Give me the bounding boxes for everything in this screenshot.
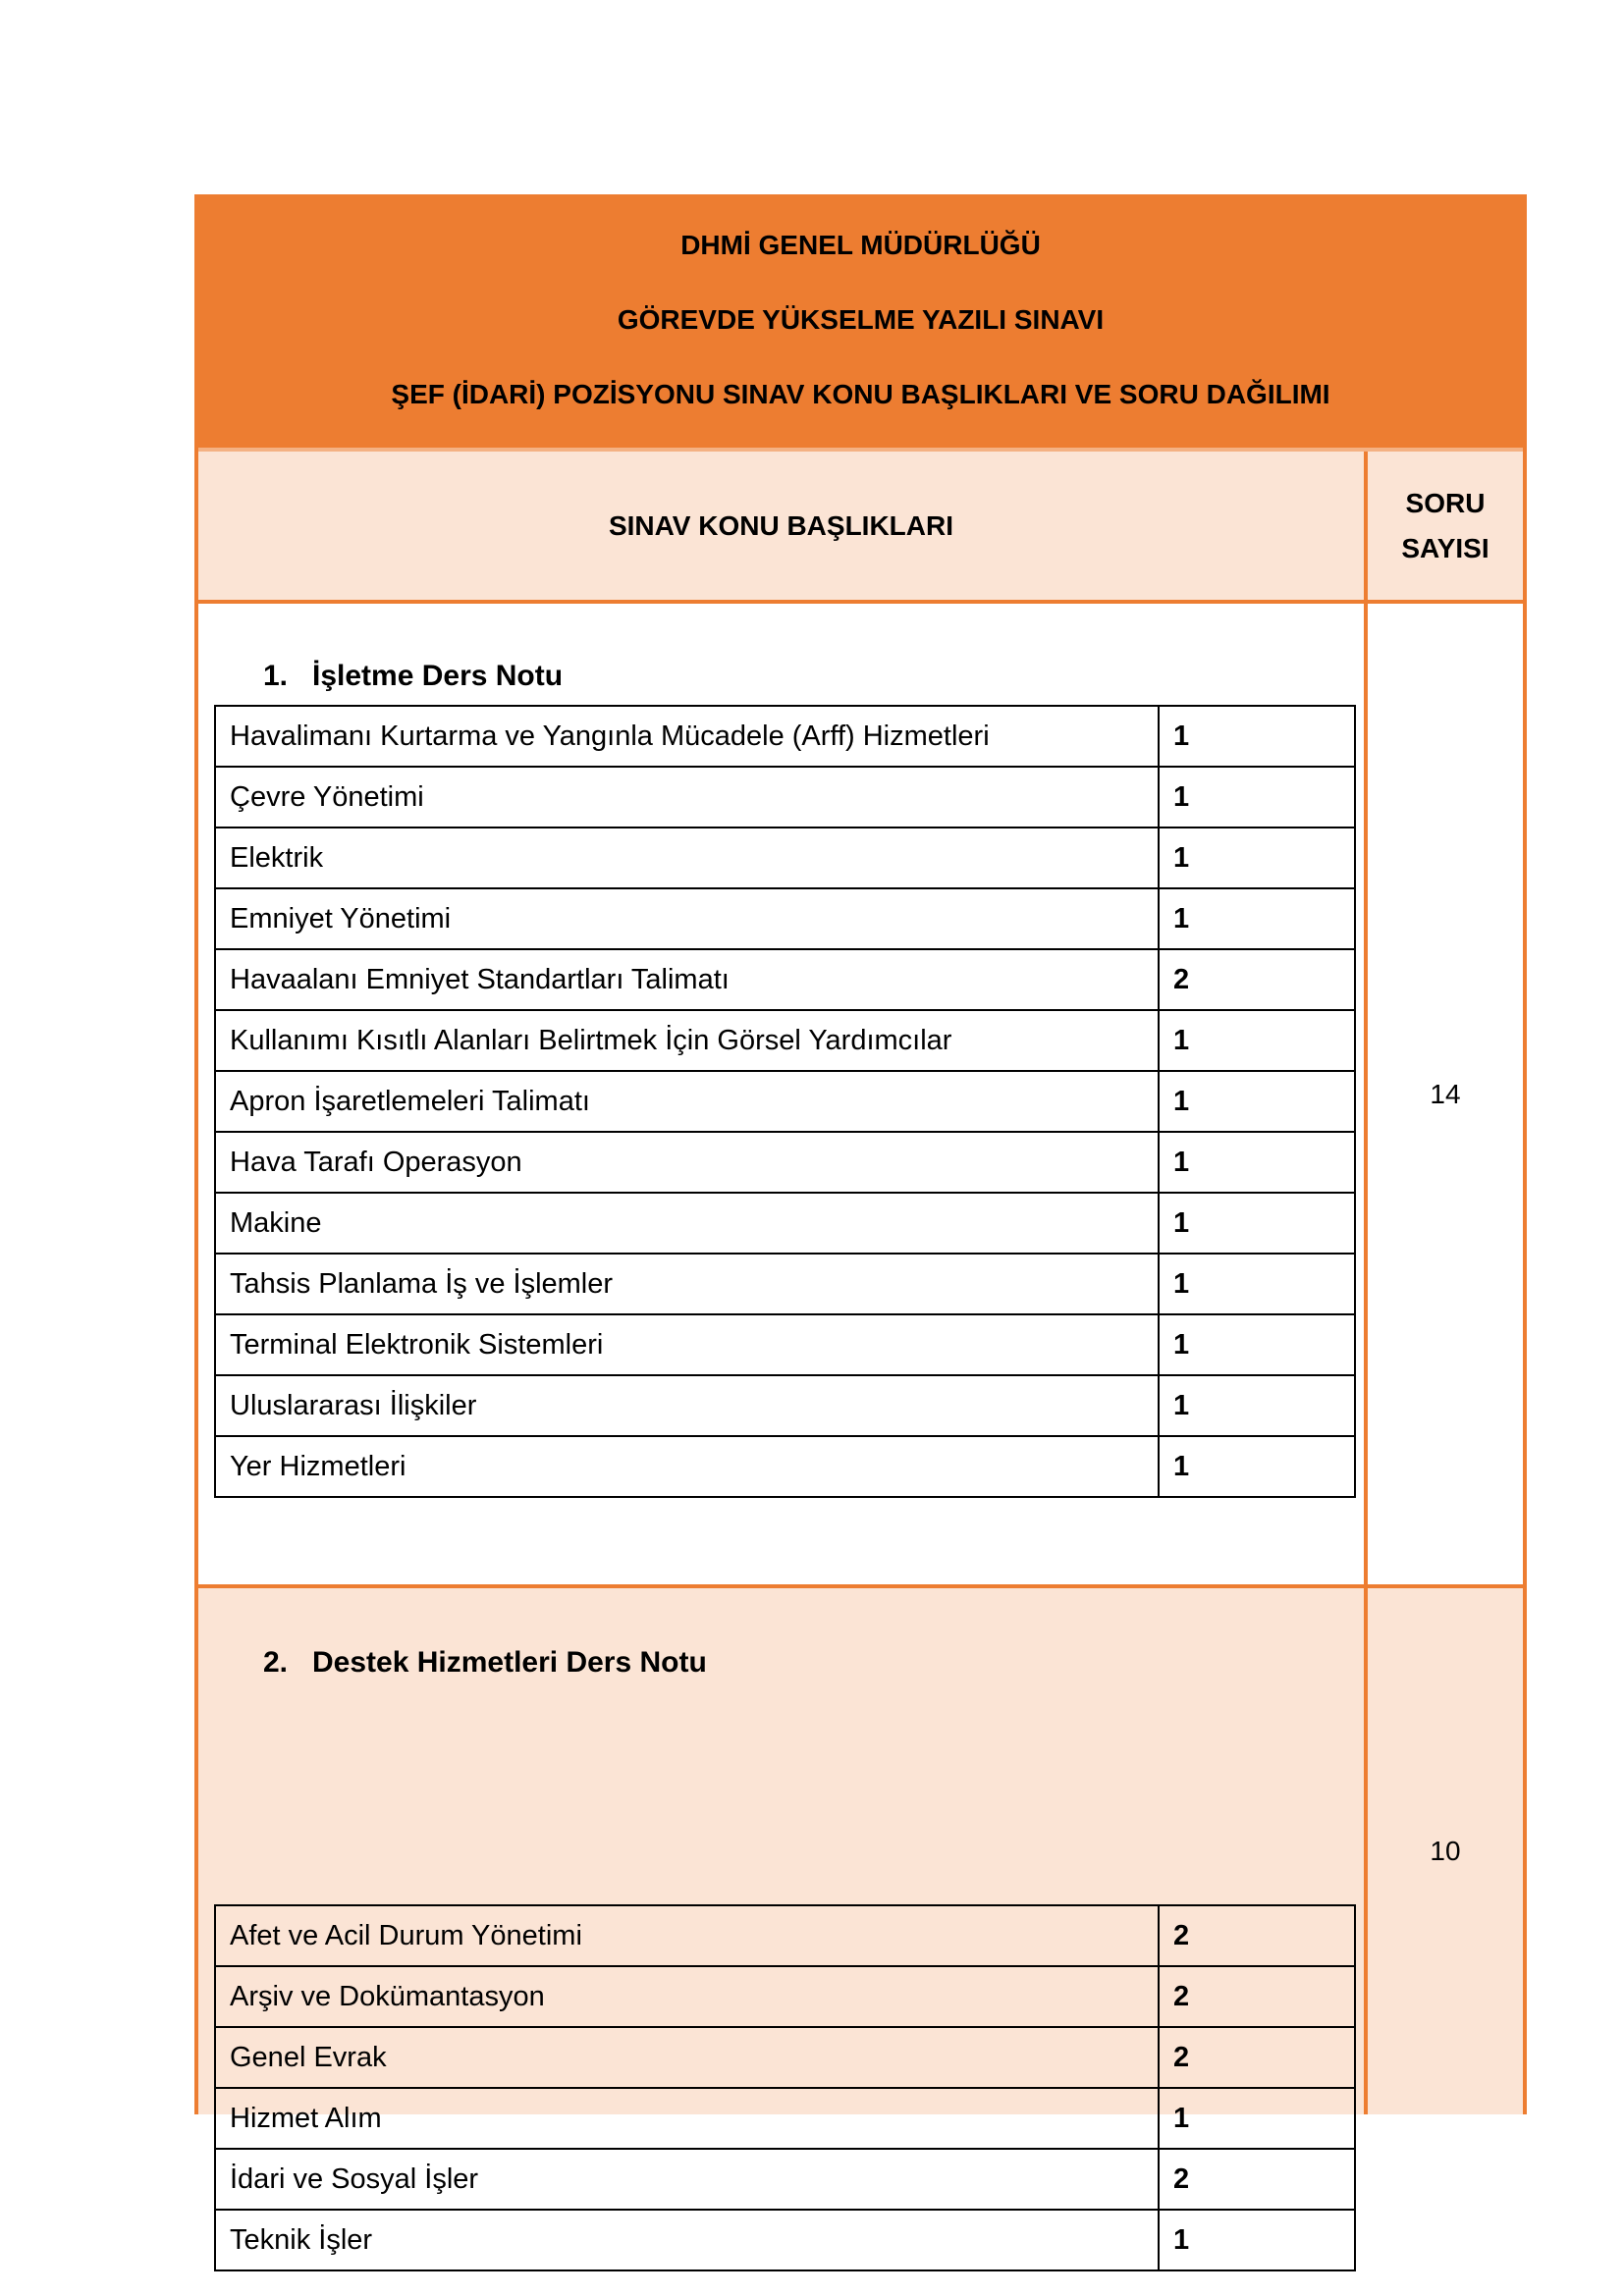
- section-total-count: 14: [1430, 1078, 1461, 1109]
- section-topics-cell: [198, 604, 1368, 1584]
- topic-cell: Elektrik: [215, 828, 1159, 888]
- topic-cell: Uluslararası İlişkiler: [215, 1375, 1159, 1436]
- topic-cell: Yer Hizmetleri: [215, 1436, 1159, 1497]
- table-row: [215, 1254, 1355, 1314]
- table-row: [215, 2088, 1355, 2149]
- topic-cell: Hava Tarafı Operasyon: [215, 1132, 1159, 1193]
- topics-table: [214, 705, 1356, 1498]
- topic-cell: Havaalanı Emniyet Standartları Talimatı: [215, 949, 1159, 1010]
- document-header: [198, 198, 1523, 452]
- section-title: [263, 1646, 707, 1680]
- table-row: [215, 2210, 1355, 2270]
- header-organization: DHMİ GENEL MÜDÜRLÜĞÜ: [680, 230, 1041, 260]
- table-row: [215, 828, 1355, 888]
- section-total-count: 10: [1430, 1836, 1461, 1866]
- count-cell: 2: [1159, 2027, 1355, 2088]
- count-cell: 1: [1159, 2210, 1355, 2270]
- count-cell: 1: [1159, 767, 1355, 828]
- header-position-title: ŞEF (İDARİ) POZİSYONU SINAV KONU BAŞLIKLARI VE SORU DAĞILIMI: [391, 379, 1330, 409]
- count-cell: 2: [1159, 1905, 1355, 1966]
- section-isletme: [198, 604, 1523, 1588]
- topic-cell: Çevre Yönetimi: [215, 767, 1159, 828]
- table-row: [215, 1193, 1355, 1254]
- count-cell: 1: [1159, 888, 1355, 949]
- count-cell: 1: [1159, 1254, 1355, 1314]
- count-cell: 2: [1159, 2149, 1355, 2210]
- topic-cell: Hizmet Alım: [215, 2088, 1159, 2149]
- section-destek: [198, 1588, 1523, 2256]
- table-row: [215, 1132, 1355, 1193]
- topic-cell: İdari ve Sosyal İşler: [215, 2149, 1159, 2210]
- count-cell: 1: [1159, 1010, 1355, 1071]
- count-cell: 1: [1159, 1314, 1355, 1375]
- table-row: [215, 2149, 1355, 2210]
- count-cell: 1: [1159, 1071, 1355, 1132]
- header-exam-title: GÖREVDE YÜKSELME YAZILI SINAVI: [617, 304, 1105, 335]
- count-cell: 1: [1159, 2088, 1355, 2149]
- count-cell: 1: [1159, 1436, 1355, 1497]
- count-cell: 1: [1159, 1375, 1355, 1436]
- count-cell: 1: [1159, 1132, 1355, 1193]
- table-row: [215, 706, 1355, 767]
- section-topics-cell: [198, 1588, 1368, 2256]
- table-row: [215, 1436, 1355, 1497]
- topic-cell: Apron İşaretlemeleri Talimatı: [215, 1071, 1159, 1132]
- topics-table: [214, 1904, 1356, 2271]
- topic-cell: Terminal Elektronik Sistemleri: [215, 1314, 1159, 1375]
- section-title-text: Destek Hizmetleri Ders Notu: [312, 1646, 707, 1679]
- topic-cell: Havalimanı Kurtarma ve Yangınla Mücadele (Arff) Hizmetleri: [215, 706, 1159, 767]
- column-header-count-line1: SORU: [1405, 487, 1486, 518]
- table-row: [215, 1375, 1355, 1436]
- table-row: [215, 949, 1355, 1010]
- section-title-text: İşletme Ders Notu: [312, 660, 564, 692]
- count-cell: 2: [1159, 949, 1355, 1010]
- table-row: [215, 1010, 1355, 1071]
- table-row: [215, 1966, 1355, 2027]
- table-row: [215, 888, 1355, 949]
- count-cell: 1: [1159, 1193, 1355, 1254]
- column-header-count-line2: SAYISI: [1401, 532, 1489, 563]
- topic-cell: Makine: [215, 1193, 1159, 1254]
- table-row: [215, 1314, 1355, 1375]
- topic-cell: Genel Evrak: [215, 2027, 1159, 2088]
- topic-cell: Tahsis Planlama İş ve İşlemler: [215, 1254, 1159, 1314]
- topic-cell: Teknik İşler: [215, 2210, 1159, 2270]
- count-cell: 1: [1159, 706, 1355, 767]
- column-header-topics: SINAV KONU BAŞLIKLARI: [198, 452, 1368, 600]
- column-header-row: [198, 452, 1523, 604]
- section-number: 1.: [263, 660, 289, 692]
- topic-cell: Emniyet Yönetimi: [215, 888, 1159, 949]
- section-title: [263, 660, 563, 693]
- topic-cell: Kullanımı Kısıtlı Alanları Belirtmek İçin Görsel Yardımcılar: [215, 1010, 1159, 1071]
- count-cell: 1: [1159, 828, 1355, 888]
- section-number: 2.: [263, 1646, 289, 1679]
- column-header-question-count: [1368, 452, 1523, 600]
- table-row: [215, 1071, 1355, 1132]
- exam-topics-table: [194, 194, 1527, 2256]
- count-cell: 2: [1159, 1966, 1355, 2027]
- topic-cell: Afet ve Acil Durum Yönetimi: [215, 1905, 1159, 1966]
- table-row: [215, 2027, 1355, 2088]
- table-row: [215, 767, 1355, 828]
- table-row: [215, 1905, 1355, 1966]
- topic-cell: Arşiv ve Dokümantasyon: [215, 1966, 1159, 2027]
